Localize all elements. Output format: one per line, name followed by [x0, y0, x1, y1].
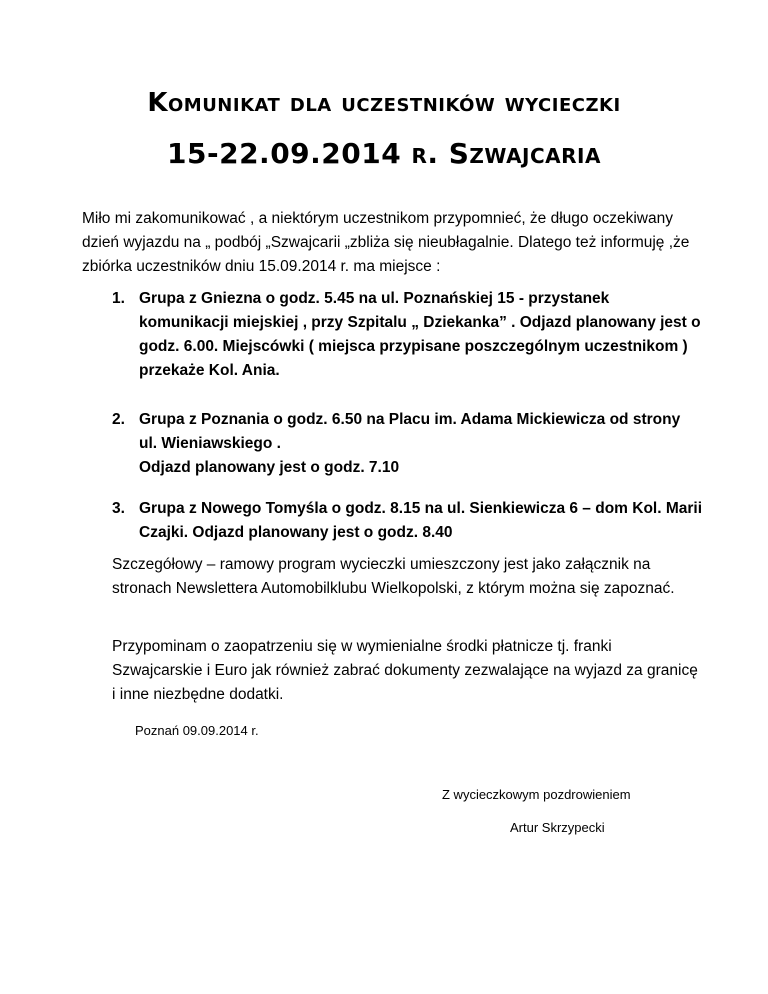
list-item — [112, 408, 702, 480]
list-item — [112, 287, 702, 383]
list-item-text-line2: Odjazd planowany jest o godz. 7.10 — [139, 459, 400, 476]
document-subtitle: 15-22.09.2014 r. Szwajcaria — [167, 137, 601, 170]
currency-paragraph: Przypominam o zaopatrzeniu się w wymienialne środki płatnicze tj. franki Szwajcarskie i Euro jak również zabrać dokumenty zezwalające na wyjazd za granicę i inne niezbędne dodatki. — [112, 638, 698, 703]
list-item-number: 2. — [112, 411, 125, 428]
place-date: Poznań 09.09.2014 r. — [135, 723, 259, 738]
list-item-text: Grupa z Nowego Tomyśla o godz. 8.15 na ul. Sienkiewicza 6 – dom Kol. Marii Czajki. Odjazd planowany jest o godz. 8.40 — [139, 500, 703, 541]
list-item-number: 3. — [112, 500, 125, 517]
list-item-text: Grupa z Poznania o godz. 6.50 na Placu im. Adama Mickiewicza od strony ul. Wieniawskiego . — [139, 411, 681, 452]
list-item-number: 1. — [112, 290, 125, 307]
signature: Artur Skrzypecki — [510, 820, 605, 835]
intro-paragraph: Miło mi zakomunikować , a niektórym uczestnikom przypomnieć, że długo oczekiwany dzień wyjazdu na „ podbój „Szwajcarii „zbliża się nieubłagalnie. Dlatego też informuję ,że zbiórka uczestników dniu 15.09.2014 r. ma miejsce : — [82, 210, 690, 275]
list-item-text: Grupa z Gniezna o godz. 5.45 na ul. Poznańskiej 15 - przystanek komunikacji miejskiej , przy Szpitalu „ Dziekanka” . Odjazd planowany jest o godz. 6.00. Miejscówki ( miejsca przypisane poszczególnym uczestnikom ) przekaże Kol. Ania. — [139, 290, 701, 379]
program-paragraph: Szczegółowy – ramowy program wycieczki umieszczony jest jako załącznik na stronach Newslettera Automobilklubu Wielkopolski, z którym można się zapoznać. — [112, 556, 675, 597]
document-title: Komunikat dla uczestników wycieczki — [147, 88, 621, 118]
list-item — [112, 497, 702, 545]
closing-greeting: Z wycieczkowym pozdrowieniem — [442, 787, 631, 802]
